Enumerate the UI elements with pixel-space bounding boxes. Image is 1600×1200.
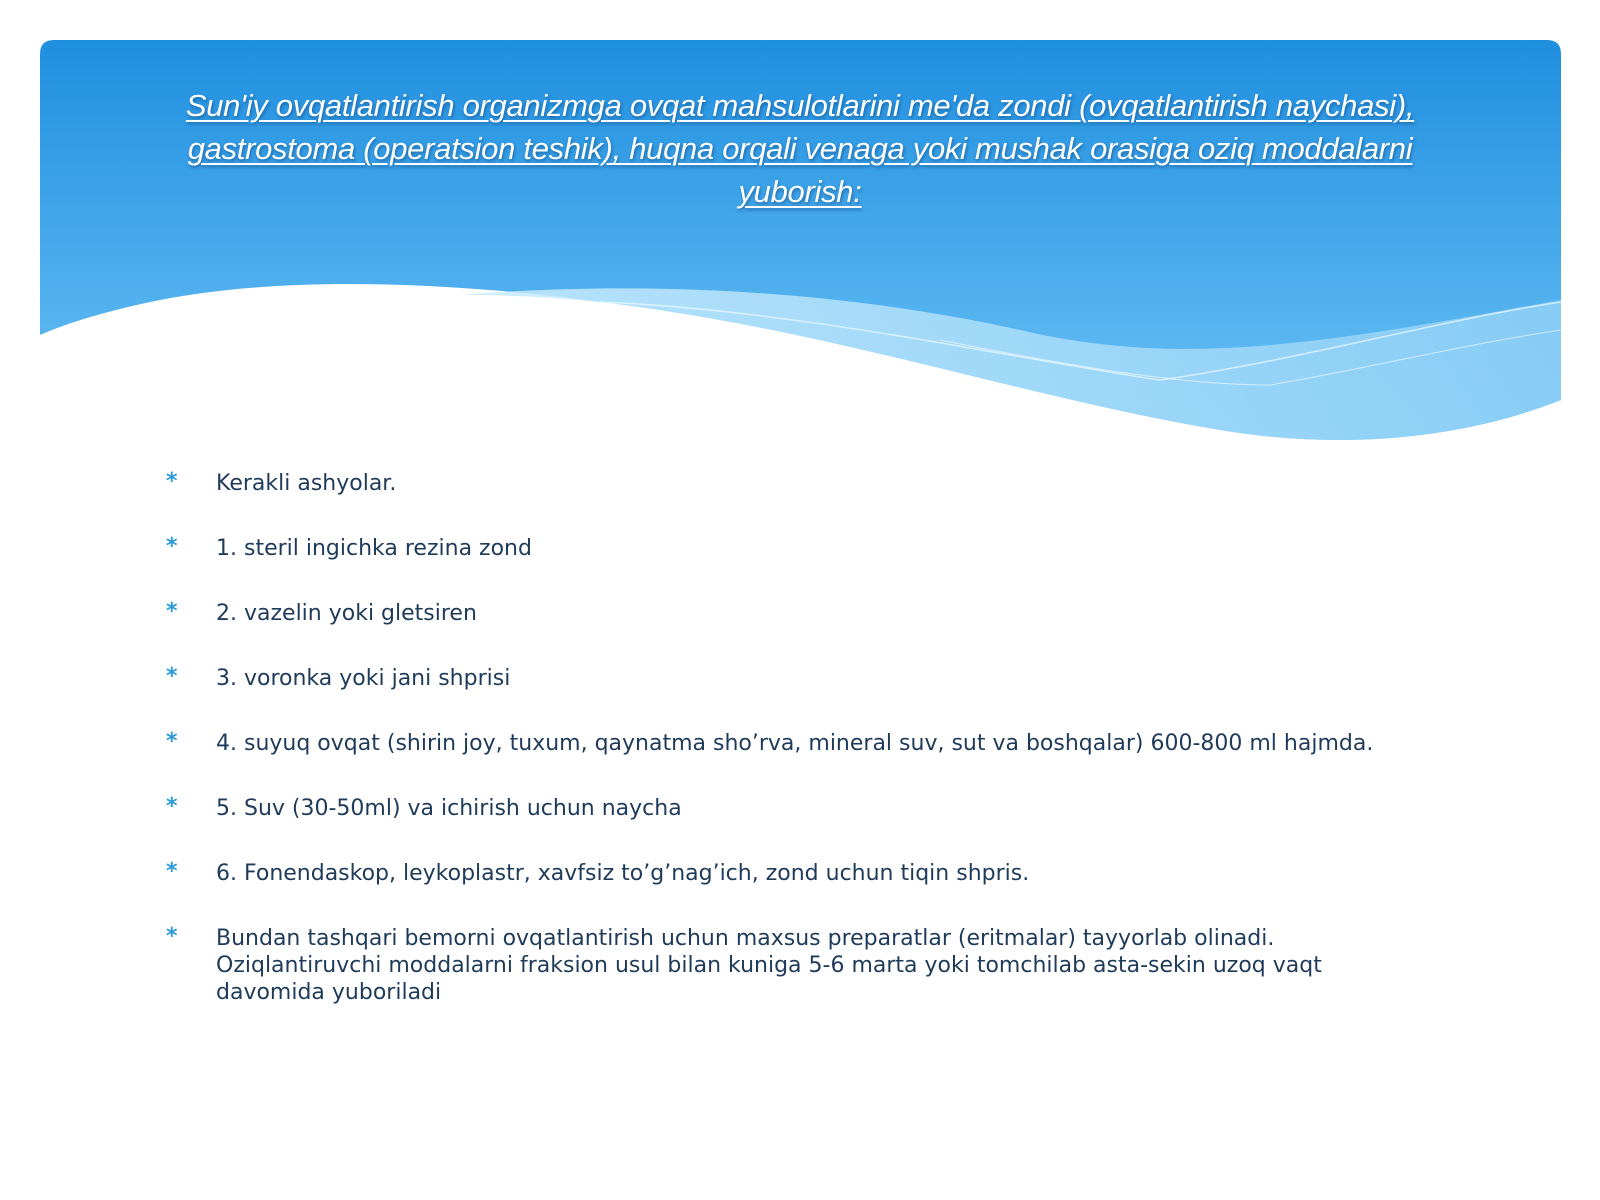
list-item-text: 5. Suv (30-50ml) va ichirish uchun naycha (216, 796, 682, 821)
list-item (166, 665, 1426, 692)
list-item (166, 730, 1426, 757)
asterisk-bullet-icon: * (166, 534, 178, 559)
list-item (166, 925, 1426, 1006)
list-item (166, 600, 1426, 627)
asterisk-bullet-icon: * (166, 664, 178, 689)
list-item (166, 860, 1426, 887)
list-item (166, 535, 1426, 562)
asterisk-bullet-icon: * (166, 469, 178, 494)
list-item-text: 2. vazelin yoki gletsiren (216, 601, 477, 626)
list-item-text: 6. Fonendaskop, leykoplastr, xavfsiz to’g’nag’ich, zond uchun tiqin shpris. (216, 861, 1030, 886)
asterisk-bullet-icon: * (166, 794, 178, 819)
asterisk-bullet-icon: * (166, 924, 178, 949)
bullet-list (166, 470, 1426, 1044)
list-item (166, 470, 1426, 497)
list-item-text: 4. suyuq ovqat (shirin joy, tuxum, qaynatma sho’rva, mineral suv, sut va boshqalar) 600-800 ml hajmda. (216, 731, 1374, 756)
slide-title: Sun'iy ovqatlantirish organizmga ovqat mahsulotlarini me'da zondi (ovqatlantirish naychasi), gastrostoma (operatsion teshik), huqna orqali venaga yoki mushak orasiga oziq moddalarni yuborish: (185, 88, 1415, 209)
list-item (166, 795, 1426, 822)
asterisk-bullet-icon: * (166, 599, 178, 624)
list-item-text: 3. voronka yoki jani shprisi (216, 666, 511, 691)
asterisk-bullet-icon: * (166, 729, 178, 754)
list-item-text: Bundan tashqari bemorni ovqatlantirish uchun maxsus preparatlar (eritmalar) tayyorlab olinadi. Oziqlantiruvchi moddalarni fraksion usul bilan kuniga 5-6 marta yoki tomchilab asta-sekin uzoq vaqt davomida yuboriladi (216, 926, 1322, 1005)
asterisk-bullet-icon: * (166, 859, 178, 884)
list-item-text: 1. steril ingichka rezina zond (216, 536, 532, 561)
list-item-text: Kerakli ashyolar. (216, 471, 397, 496)
